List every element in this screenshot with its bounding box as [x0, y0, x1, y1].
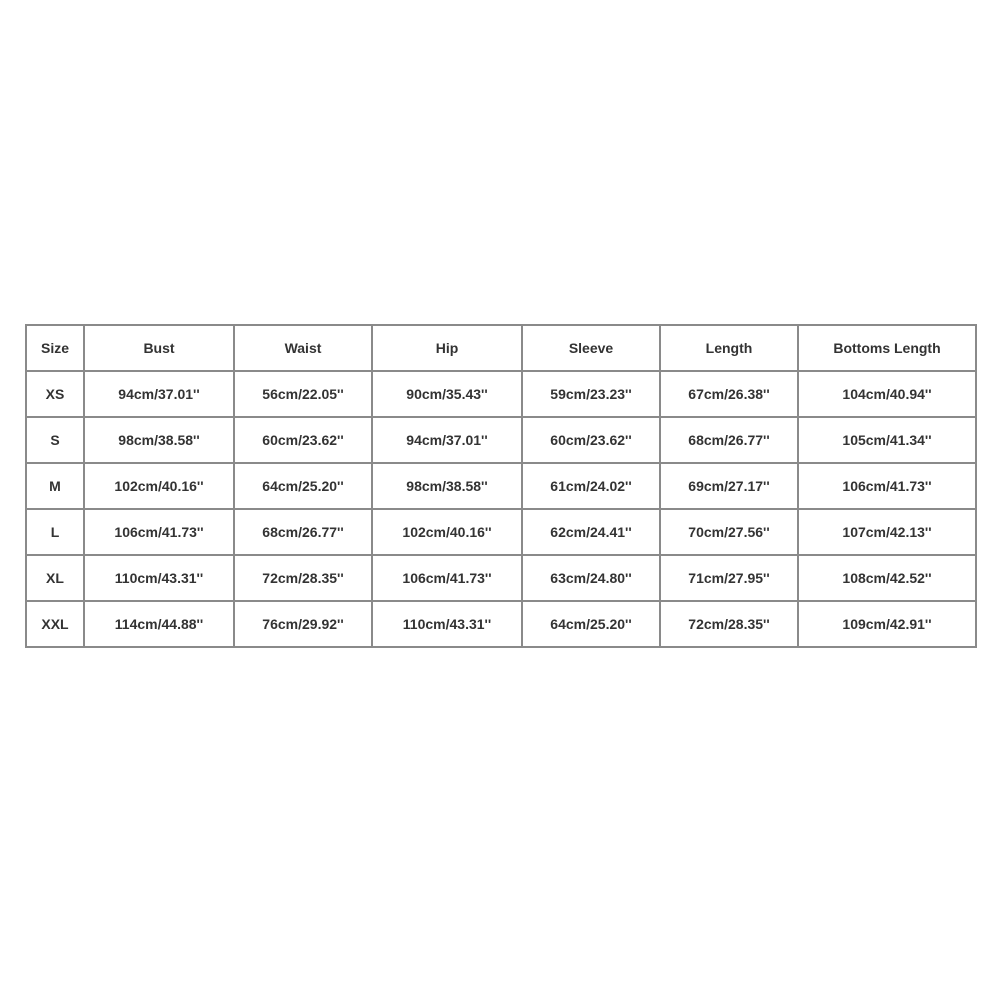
waist-cell: 68cm/26.77''	[234, 509, 372, 555]
sleeve-cell: 59cm/23.23''	[522, 371, 660, 417]
length-cell: 67cm/26.38''	[660, 371, 798, 417]
bust-cell: 114cm/44.88''	[84, 601, 234, 647]
hip-cell: 94cm/37.01''	[372, 417, 522, 463]
size-cell: XL	[26, 555, 84, 601]
header-length: Length	[660, 325, 798, 371]
length-cell: 70cm/27.56''	[660, 509, 798, 555]
size-cell: XS	[26, 371, 84, 417]
table-row	[26, 601, 976, 647]
header-size: Size	[26, 325, 84, 371]
waist-cell: 64cm/25.20''	[234, 463, 372, 509]
bust-cell: 98cm/38.58''	[84, 417, 234, 463]
bust-cell: 106cm/41.73''	[84, 509, 234, 555]
bottoms-length-cell: 106cm/41.73''	[798, 463, 976, 509]
waist-cell: 60cm/23.62''	[234, 417, 372, 463]
hip-cell: 98cm/38.58''	[372, 463, 522, 509]
hip-cell: 102cm/40.16''	[372, 509, 522, 555]
bust-cell: 102cm/40.16''	[84, 463, 234, 509]
sleeve-cell: 62cm/24.41''	[522, 509, 660, 555]
sleeve-cell: 60cm/23.62''	[522, 417, 660, 463]
length-cell: 68cm/26.77''	[660, 417, 798, 463]
waist-cell: 56cm/22.05''	[234, 371, 372, 417]
table-row	[26, 463, 976, 509]
length-cell: 72cm/28.35''	[660, 601, 798, 647]
hip-cell: 110cm/43.31''	[372, 601, 522, 647]
size-cell: S	[26, 417, 84, 463]
size-cell: M	[26, 463, 84, 509]
sleeve-cell: 61cm/24.02''	[522, 463, 660, 509]
bottoms-length-cell: 105cm/41.34''	[798, 417, 976, 463]
table-row	[26, 417, 976, 463]
header-bottoms-length: Bottoms Length	[798, 325, 976, 371]
bust-cell: 110cm/43.31''	[84, 555, 234, 601]
sleeve-cell: 64cm/25.20''	[522, 601, 660, 647]
length-cell: 71cm/27.95''	[660, 555, 798, 601]
size-cell: XXL	[26, 601, 84, 647]
bust-cell: 94cm/37.01''	[84, 371, 234, 417]
waist-cell: 76cm/29.92''	[234, 601, 372, 647]
waist-cell: 72cm/28.35''	[234, 555, 372, 601]
bottoms-length-cell: 107cm/42.13''	[798, 509, 976, 555]
size-chart-table	[25, 324, 977, 648]
table-row	[26, 371, 976, 417]
size-cell: L	[26, 509, 84, 555]
hip-cell: 106cm/41.73''	[372, 555, 522, 601]
bottoms-length-cell: 104cm/40.94''	[798, 371, 976, 417]
table-row	[26, 555, 976, 601]
header-bust: Bust	[84, 325, 234, 371]
bottoms-length-cell: 108cm/42.52''	[798, 555, 976, 601]
header-waist: Waist	[234, 325, 372, 371]
table-row	[26, 509, 976, 555]
hip-cell: 90cm/35.43''	[372, 371, 522, 417]
sleeve-cell: 63cm/24.80''	[522, 555, 660, 601]
header-hip: Hip	[372, 325, 522, 371]
bottoms-length-cell: 109cm/42.91''	[798, 601, 976, 647]
header-sleeve: Sleeve	[522, 325, 660, 371]
length-cell: 69cm/27.17''	[660, 463, 798, 509]
header-row	[26, 325, 976, 371]
